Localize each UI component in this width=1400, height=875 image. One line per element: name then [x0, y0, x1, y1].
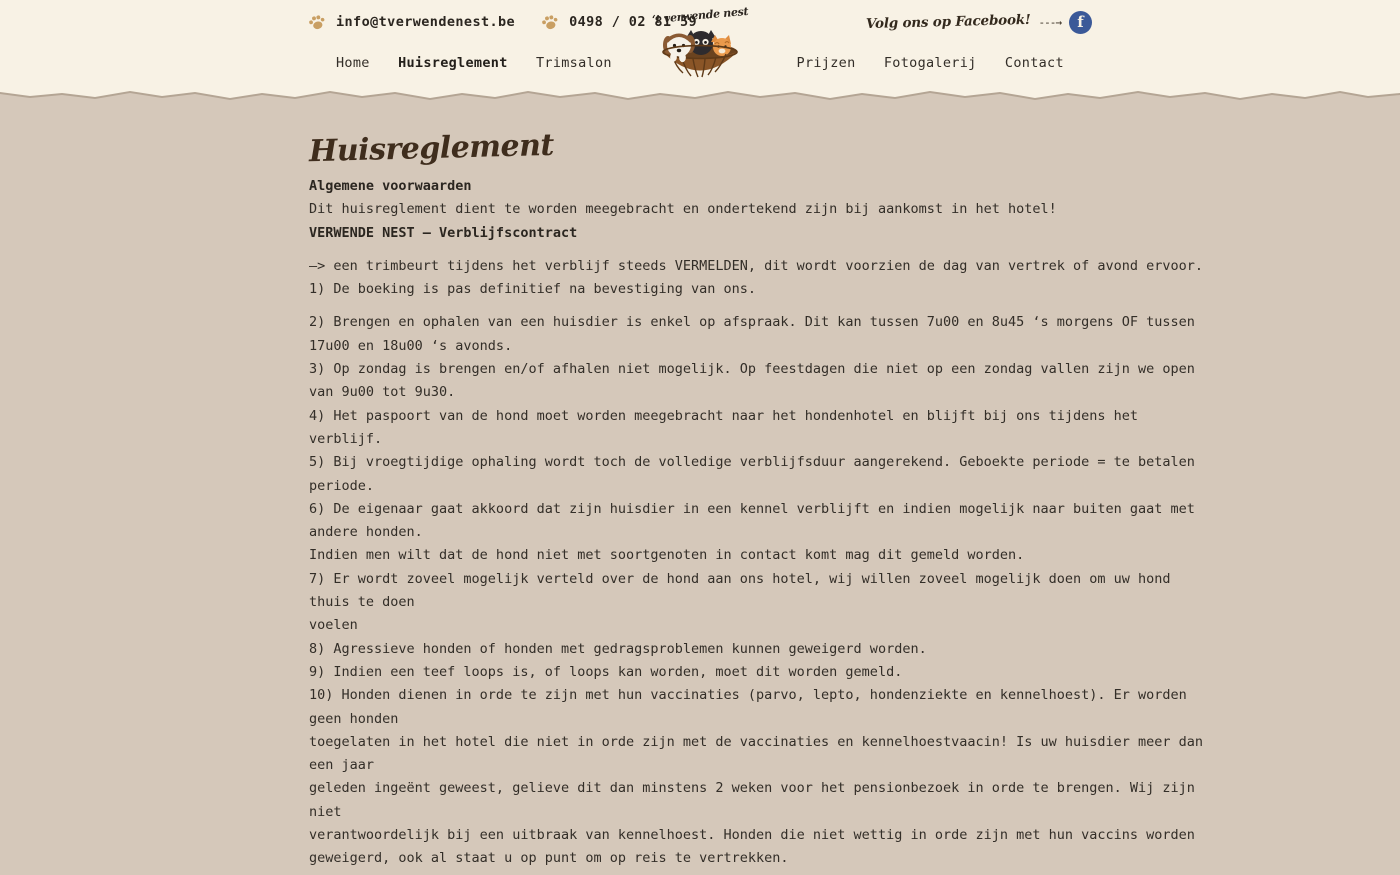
rule-line: Algemene voorwaarden [309, 178, 472, 194]
rule-line: geleden ingeënt geweest, gelieve dit dan minstens 2 weken voor het pensionbezoek in orde te brengen. Wij zijn [309, 780, 1195, 797]
facebook-callout [866, 11, 1092, 34]
nav-item-home[interactable]: Home [336, 55, 370, 71]
rule-line: andere honden. [309, 524, 423, 541]
rule-line: 8) Agressieve honden of honden met gedragsproblemen kunnen geweigerd worden. [309, 640, 927, 657]
rule-line: 17u00 en 18u00 ‘s avonds. [309, 337, 513, 354]
facebook-cta-text: Volg ons op Facebook! [865, 11, 1031, 33]
page-title: Huisreglement [308, 127, 555, 170]
paw-icon [539, 11, 561, 33]
rule-line: geweigerd, ook al staat u op punt om op reis te vertrekken. [309, 850, 789, 867]
rule-line: 3) Op zondag is brengen en/of afhalen niet mogelijk. Op feestdagen die niet op een zondag vallen zijn we open [309, 361, 1195, 378]
rule-line: 7) Er wordt zoveel mogelijk verteld over de hond aan ons hotel, wij willen zoveel mogelijk doen om uw hond [309, 570, 1171, 587]
nav-item-fotogalerij[interactable]: Fotogalerij [883, 55, 977, 71]
rule-line: verantwoordelijk bij een uitbraak van kennelhoest. Honden die niet wettig in orde zijn met hun vaccins worden [309, 827, 1195, 844]
rule-line: Dit huisreglement dient te worden meegebracht en ondertekend zijn bij aankomst in het hotel! [309, 201, 1057, 218]
paw-icon [306, 11, 328, 33]
email-link[interactable]: info@tverwendenest.be [336, 14, 516, 30]
rule-line: voelen [309, 617, 358, 634]
nav-item-prijzen[interactable]: Prijzen [796, 55, 856, 71]
rule-line: geen honden [309, 710, 399, 727]
rule-line: verblijf. [309, 430, 383, 447]
rule-line: Indien men wilt dat de hond niet met soortgenoten in contact komt mag dit gemeld worden. [309, 547, 1025, 564]
rule-line: 9) Indien een teef loops is, of loops kan worden, moet dit worden gemeld. [309, 663, 903, 680]
site-header [0, 0, 1400, 88]
rule-block [309, 175, 1099, 245]
site-logo[interactable] [648, 4, 752, 79]
rule-line: een jaar [309, 757, 375, 774]
rule-line: periode. [309, 477, 375, 494]
nav-item-huisreglement[interactable]: Huisreglement [398, 55, 508, 71]
house-rules-text [309, 175, 1204, 871]
logo-wordmark: ‘t verwende nest [651, 4, 749, 27]
facebook-icon[interactable]: f [1069, 11, 1092, 34]
main-content [308, 101, 1204, 871]
logo-pets-in-basket-illustration [652, 21, 748, 79]
rule-block [309, 255, 1204, 302]
rule-block [309, 311, 1204, 870]
torn-paper-edge [0, 87, 1400, 101]
dashed-arrow-icon: ---→ [1038, 15, 1061, 29]
rule-line: toegelaten in het hotel die niet in orde zijn met de vaccinaties en kennelhoestvaacin! Is uw huisdier meer dan [309, 733, 1204, 750]
rule-line: VERWENDE NEST — Verblijfscontract [309, 224, 578, 241]
phone-number: 0498 / 02 81 59 [569, 14, 698, 30]
rule-line: 10) Honden dienen in orde te zijn met hun vaccinaties (parvo, lepto, hondenziekte en kennelhoest). Er worden [309, 687, 1187, 704]
nav-item-trimsalon[interactable]: Trimsalon [535, 55, 612, 71]
rule-line: 5) Bij vroegtijdige ophaling wordt toch de volledige verblijfsduur aangerekend. Geboekte periode = te betalen [309, 454, 1195, 471]
rule-line: thuis te doen [309, 594, 415, 611]
rule-line: —> een trimbeurt tijdens het verblijf steeds VERMELDEN, dit wordt voorzien de dag van vertrek of avond ervoor. [309, 257, 1204, 274]
contact-info [308, 13, 697, 31]
rule-line: 2) Brengen en ophalen van een huisdier is enkel op afspraak. Dit kan tussen 7u00 en 8u45 ‘s morgens OF tussen [309, 314, 1195, 331]
rule-line: van 9u00 tot 9u30. [309, 384, 456, 401]
rule-line: 1) De boeking is pas definitief na bevestiging van ons. [309, 281, 757, 298]
rule-line: 6) De eigenaar gaat akkoord dat zijn huisdier in een kennel verblijft en indien mogelijk naar buiten gaat met [309, 500, 1195, 517]
rule-line: niet [309, 803, 342, 820]
nav-item-contact[interactable]: Contact [1004, 55, 1064, 71]
rule-line: 4) Het paspoort van de hond moet worden meegebracht naar het hondenhotel en blijft bij ons tijdens het [309, 407, 1139, 424]
